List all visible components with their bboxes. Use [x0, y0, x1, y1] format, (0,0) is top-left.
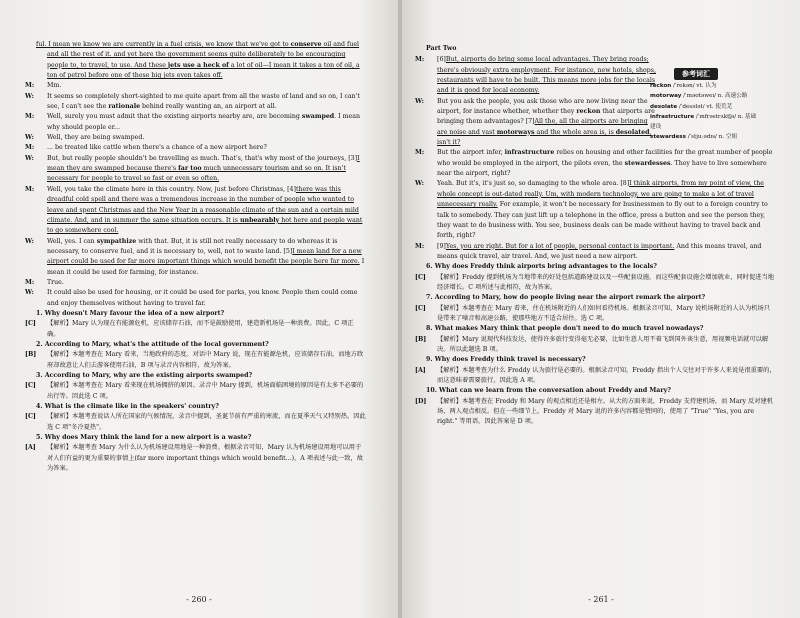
right-line-r3: M: But the airport infer, infrastructure relies on housing and other facilities for the great number of people who would be employed in the airport, the pilots even, the stewardesses. They have to live somewhere near the airport, right?	[415, 149, 773, 178]
left-line-l9: W: Well, yes. I can sympathize with that. But, it is still not really necessary to do whereas it is necessary, to conserve fuel, and it is necessary to, well, not to waste land. [5]I mean land for a new airport could be used for far more important things which would benefit the people here far more. I mean it could be used for farming, for instance.	[25, 237, 365, 276]
left-line-l10: M: True.	[25, 278, 64, 286]
vocabulary-box	[650, 68, 758, 144]
vocabulary-item	[650, 103, 758, 113]
left-line-l8: M: Well, you take the climate here in this country. Now, just before Christmas, [4]there was this dreadful cold spell and there was a tremendous increase in the number of people who wanted to leave and spent Christmas and the New Year in a reasonable climate of the sun and a certain mild climate. And, and in summer the same situation occurs. It is unbearably hot here and people want to go somewhere cool.	[25, 185, 363, 235]
left-line-l16: 3. According to Mary, why are the existing airports swamped?	[36, 372, 253, 379]
left-line-l19: [C] 【解析】本题考查说话人所在国家的气候情况。录音中提到，圣诞节前有严重的寒流，而在夏季天气又特别热。因此选 C 项"冬冷夏热"。	[25, 413, 366, 431]
right-line-r8: 7. According to Mary, how do people living near the airport remark the airport?	[426, 294, 706, 302]
left-line-l6: M: ... be treated like cattle when there's a chance of a new airport here?	[25, 144, 267, 152]
left-line-l4: M: Well, surely you must admit that the existing airports nearby are, are becoming swamped. I mean why should people er...	[25, 113, 360, 131]
vocabulary-item	[650, 92, 758, 102]
vocabulary-item	[650, 113, 758, 132]
right-line-r2: W: But you ask the people, you ask those who are now living near the airport, for instance whether, whether they reckon that airports are bringing them advantages? [7]All the, all the airports are bringing are noise and vast motorways and the whole area is, is desolated, isn't it?	[415, 97, 655, 147]
left-line-l15: [B] 【解析】本题考查在 Mary 看来，当地政府的态度。对话中 Mary 说，现在有能源危机，应该储存石油，而地方政府却故意让人们去游客使用石油，B 项与录音内容相符，故为答案。	[25, 351, 364, 369]
vocabulary-definition: /ˈstjuːədɪs/ n. 空姐	[685, 134, 738, 140]
page-number-left: - 260 -	[186, 595, 212, 604]
left-line-l7: W: But, but really people shouldn't be travelling as much. That's, that's why most of the journeys, [3]I mean they are swamped because there's far too much unnecessary tourism and so on. It isn't necessary for people to travel so fast or even so often.	[25, 154, 360, 183]
vocabulary-definition: /ˈɪnfrəstrʌktʃə/ n. 基础建设	[650, 114, 757, 130]
vocabulary-title: 参考词汇	[674, 68, 718, 80]
left-line-l13: [C] 【解析】Mary 认为现在有能源危机，应该储存石油，而不是鼓励使用，建造新机场是一种浪费。因此，C 项正确。	[25, 320, 354, 338]
vocabulary-item	[650, 82, 758, 92]
left-line-l2: M: Mm.	[25, 82, 62, 90]
right-line-r12: 9. Why does Freddy think travel is necessary?	[426, 356, 586, 364]
right-page	[402, 0, 800, 618]
right-line-r7: [C] 【解析】Freddy 提到机场为当地带来的好处包括道路建设以及一些配套设施，而这些配套设施会增加就业，同时促进当地经济增长。C 项所述与此相符，故为答案。	[415, 273, 775, 291]
vocabulary-definition: /ˈrekən/ vt. 认为	[671, 82, 717, 89]
left-line-l3: W: It seems so completely short-sighted to me quite apart from all the waste of land and so on, I can't see, I can't see the rationale behind really wanting an, an airport at all.	[25, 92, 360, 111]
vocabulary-word: motorway	[650, 93, 682, 99]
right-line-r15: [D] 【解析】本题考查在 Freddy 和 Mary 的观点相近还是相左。从大的方面来说，Freddy 支持建机场，而 Mary 反对建机场，两人观点相反。但在一些细节上，Freddy 对 Mary 说的许多内容都是赞同的，使用了 "True" "Yes, you are right." 等用语。因此答案是 D 项。	[415, 397, 774, 426]
vocabulary-definition: /ˈdesələt/ vt. 使荒芜	[677, 103, 733, 110]
vocabulary-word: desolate	[650, 103, 678, 110]
left-line-l21: [A] 【解析】本题考查 Mary 为什么认为机场建设用地是一种浪费。根据录音可知，Mary 认为机场建设用地可以用于对人们有益的更为重要的事情上(far more important things which would benefit...)，A 项表述与此一致，故为答案。	[25, 444, 364, 473]
left-line-l1: ful. I mean we know we are currently in a fuel crisis, we know that we've got to conserve oil and fuel and all the rest of it. and yet here the government seems quite deliberately to be encouraging people to, to travel, to use. And these jets use a heck of a lot of oil—I mean it takes a ton of oil, a ton of petrol before one of these big jets even takes off.	[36, 41, 360, 80]
right-line-r1: M: [6]But, airports do bring some local advantages. They bring roads; there's obviously extra employment. For instance, new hotels, shops, restaurants will have to be built. This means more jobs for the locals and it is good for local economy.	[415, 56, 656, 95]
right-line-r9: [C] 【解析】本题考查在 Mary 看来，住在机场附近的人们如何看待机场。根据录音可知，Mary 说机场附近的人认为机场只是带来了噪音和高速公路，使那些地方不适合居住。选 C 项。	[415, 304, 770, 322]
left-line-l17: [C] 【解析】本题考查在 Mary 看来现在机场拥挤的原因。录音中 Mary 提到，机场面临困境的原因是有太多不必要的出行等。因此选 C 项。	[25, 382, 364, 400]
left-line-l11: W: It could also be used for housing, or it could be used for parks, you know. People then could come and enjoy themselves without having to travel far.	[25, 289, 358, 307]
vocabulary-item	[650, 133, 758, 143]
vocabulary-definition: /ˈməʊtəweɪ/ n. 高速公路	[681, 93, 748, 99]
right-line-r11: [B] 【解析】Mary 说现代科技发达，使得许多旅行变得毫无必要，比如生意人用不着飞到国外谈生意，用视频电话就可以解决。所以此题选 B 项。	[415, 335, 769, 353]
vocabulary-word: stewardess	[650, 134, 686, 140]
page-number-right: - 261 -	[588, 595, 614, 604]
vocabulary-word: reckon	[650, 82, 672, 89]
right-line-r13: [A] 【解析】本题考查为什么 Freddy 认为旅行是必要的。根据录音可知，Freddy 指出个人交往对于许多人来说是很重要的，而这意味着需要旅行，因此选 A 项。	[415, 366, 776, 384]
vocabulary-list	[650, 82, 758, 143]
right-line-r5: M: [9]Yes, you are right. But for a lot of people, personal contact is important. And this means travel, and means quick travel, air travel. And, we just need a new airport.	[415, 242, 762, 260]
right-line-r4: W: Yeah. But it's, it's just so, so damaging to the whole area. [8]I think airports, from my point of view, the whole concept is out-dated really. Um, with modern technology, we are going to make a lot of travel unnecessary really. For example, it won't be necessary for businessmen to fly out to a foreign country to talk to somebody. They can just lift up a telephone in the office, press a button and see the person they, they want to do business with. You see, business deals can be made without having to travel back and forth, right?	[415, 180, 768, 240]
left-line-l12: 1. Why doesn't Mary favour the idea of a new airport?	[36, 309, 225, 317]
left-line-l14: 2. According to Mary, what's the attitude of the local government?	[36, 340, 269, 348]
right-line-r14: 10. What can we learn from the conversation about Freddy and Mary?	[426, 387, 671, 395]
left-page	[0, 0, 398, 618]
part-title: Part Two	[426, 45, 457, 52]
right-line-r6: 6. Why does Freddy think airports bring advantages to the locals?	[426, 263, 657, 271]
right-line-r10: 8. What makes Mary think that people don't need to do much travel nowadays?	[426, 325, 704, 333]
left-line-l5: W: Well, they are being swamped.	[25, 134, 145, 142]
left-line-l18: 4. What is the climate like in the speakers' country?	[36, 403, 219, 411]
vocabulary-word: infrastructure	[650, 114, 695, 120]
left-line-l20: 5. Why does Mary think the land for a new airport is a waste?	[36, 434, 252, 442]
left-page-text	[25, 40, 366, 474]
